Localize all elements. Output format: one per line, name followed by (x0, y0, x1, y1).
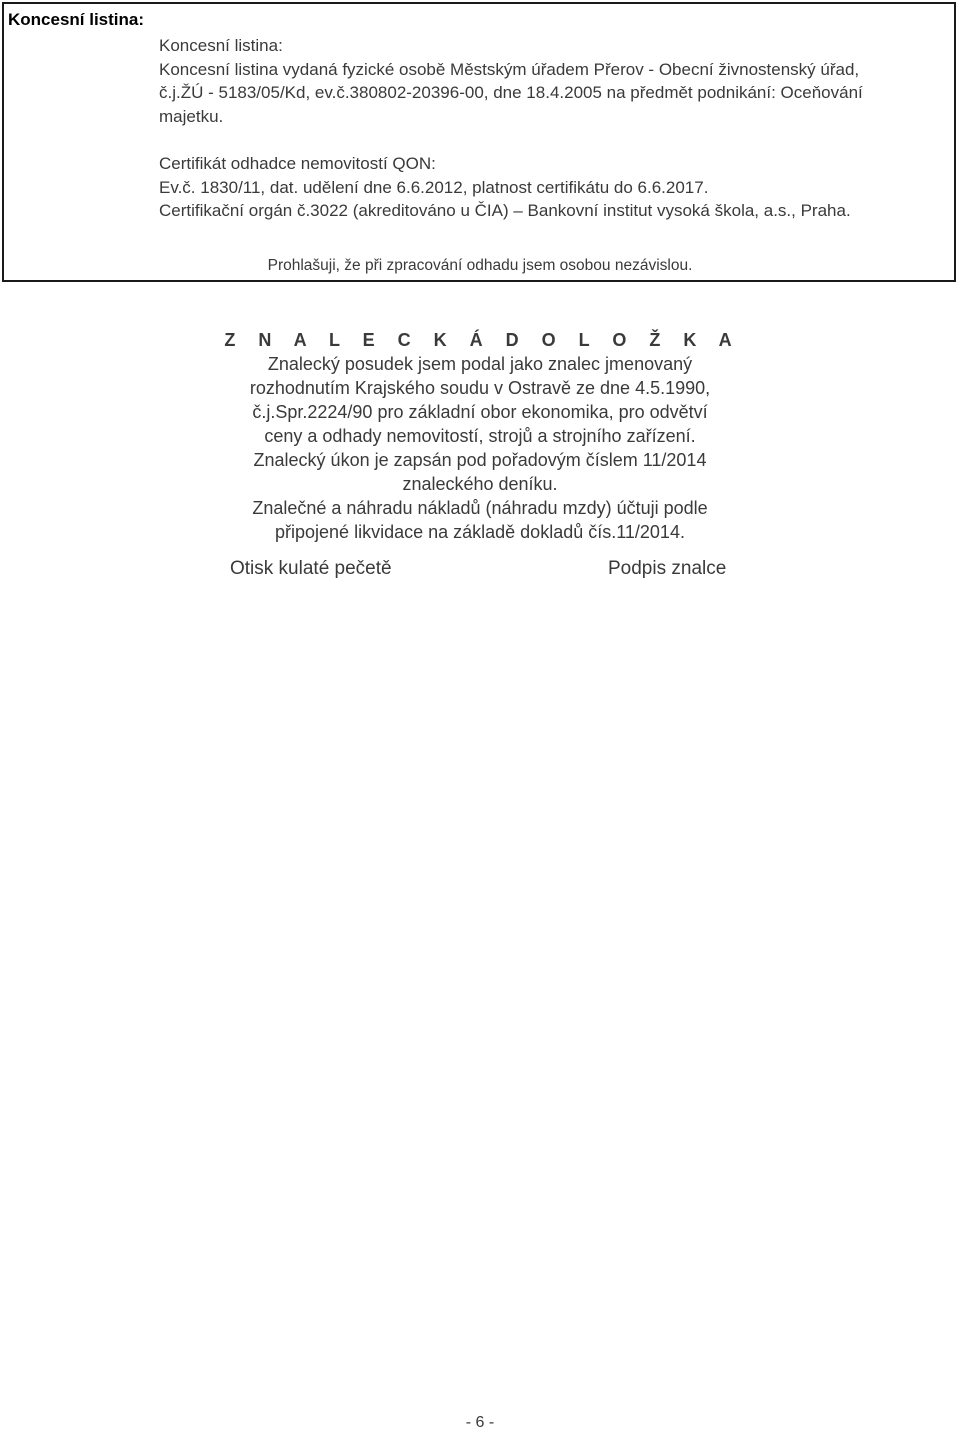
expert-clause-line: rozhodnutím Krajského soudu v Ostravě ze dne 4.5.1990, (249, 378, 711, 398)
certificate-heading: Certifikát odhadce nemovitostí QON: (159, 154, 436, 173)
license-heading: Koncesní listina: (159, 36, 283, 55)
expert-clause-line: č.j.Spr.2224/90 pro základní obor ekonomika, pro odvětví (252, 402, 708, 422)
concession-box (2, 2, 956, 282)
certificate-line-2: Certifikační orgán č.3022 (akreditováno u ČIA) – Bankovní institut vysoká škola, a.s., Praha. (159, 201, 851, 220)
expert-clause-line: znaleckého deníku. (402, 474, 558, 494)
expert-clause (160, 328, 800, 544)
expert-clause-line: Znalečné a náhradu nákladů (náhradu mzdy) účtuji podle (252, 498, 708, 518)
concession-box-label: Koncesní listina: (8, 10, 145, 29)
expert-clause-title: Z N A L E C K Á D O L O Ž K A (224, 330, 736, 350)
license-line-2: č.j.ŽÚ - 5183/05/Kd, ev.č.380802-20396-00, dne 18.4.2005 na předmět podnikání: Oceňování (159, 83, 863, 102)
paragraph-gap (159, 128, 919, 152)
expert-clause-line: Znalecký úkon je zapsán pod pořadovým číslem 11/2014 (253, 450, 707, 470)
expert-clause-line: Znalecký posudek jsem podal jako znalec jmenovaný (267, 354, 693, 374)
expert-clause-line: ceny a odhady nemovitostí, strojů a strojního zařízení. (264, 426, 696, 446)
page-number: - 6 - (465, 1414, 495, 1431)
seal-label: Otisk kulaté pečetě (230, 558, 392, 579)
certificate-line-1: Ev.č. 1830/11, dat. udělení dne 6.6.2012, platnost certifikátu do 6.6.2017. (159, 177, 709, 197)
license-line-1: Koncesní listina vydaná fyzické osobě Městským úřadem Přerov - Obecní živnostenský úřad, (159, 59, 860, 79)
signature-label: Podpis znalce (608, 558, 727, 579)
concession-box-content (159, 34, 919, 223)
independence-declaration: Prohlašuji, že při zpracování odhadu jsem osobou nezávislou. (267, 257, 693, 274)
expert-clause-line: připojené likvidace na základě dokladů čís.11/2014. (275, 522, 685, 542)
license-line-3: majetku. (159, 106, 224, 126)
